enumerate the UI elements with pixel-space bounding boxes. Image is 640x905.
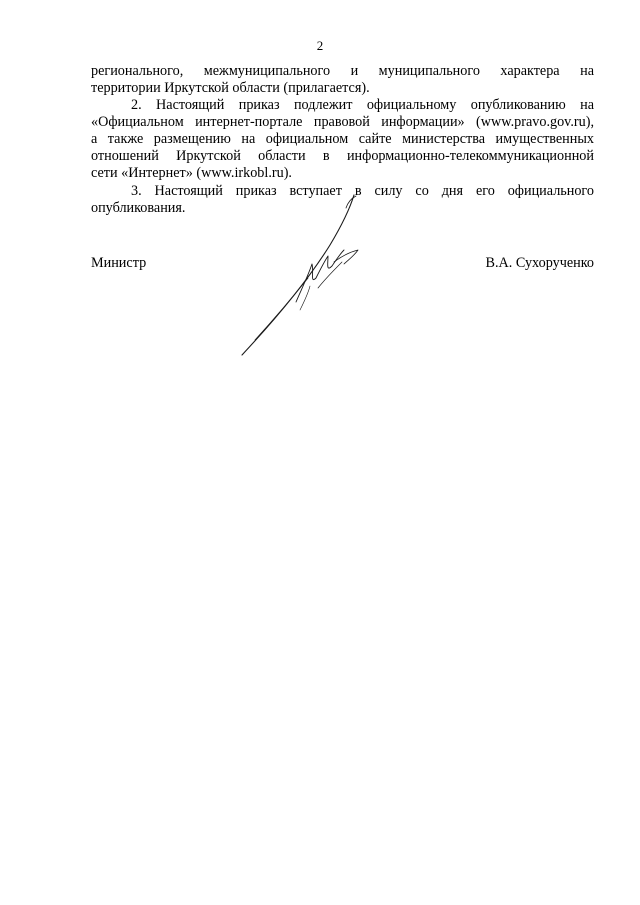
paragraph-2-line-4: отношений Иркутской области в информационно-телекоммуникационной: [91, 148, 594, 164]
paragraph-3-line-1: 3. Настоящий приказ вступает в силу со дня его официального: [131, 183, 594, 199]
signer-role: Министр: [91, 255, 147, 271]
handwritten-signature: [230, 190, 370, 365]
paragraph-2-line-3: а также размещению на официальном сайте министерства имущественных: [91, 131, 594, 147]
paragraph-2-line-5: сети «Интернет» (www.irkobl.ru).: [91, 165, 292, 181]
paragraph-1-line-1: регионального, межмуниципального и муниципального характера на: [91, 63, 594, 79]
paragraph-2-line-2: «Официальном интернет-портале правовой информации» (www.pravo.gov.ru),: [91, 114, 594, 130]
paragraph-2-line-1: 2. Настоящий приказ подлежит официальному опубликованию на: [131, 97, 594, 113]
page-number: 2: [316, 38, 324, 53]
paragraph-1-line-2: территории Иркутской области (прилагается).: [91, 80, 370, 96]
paragraph-3-line-2: опубликования.: [91, 200, 186, 216]
signer-name: В.А. Сухорученко: [485, 255, 594, 271]
